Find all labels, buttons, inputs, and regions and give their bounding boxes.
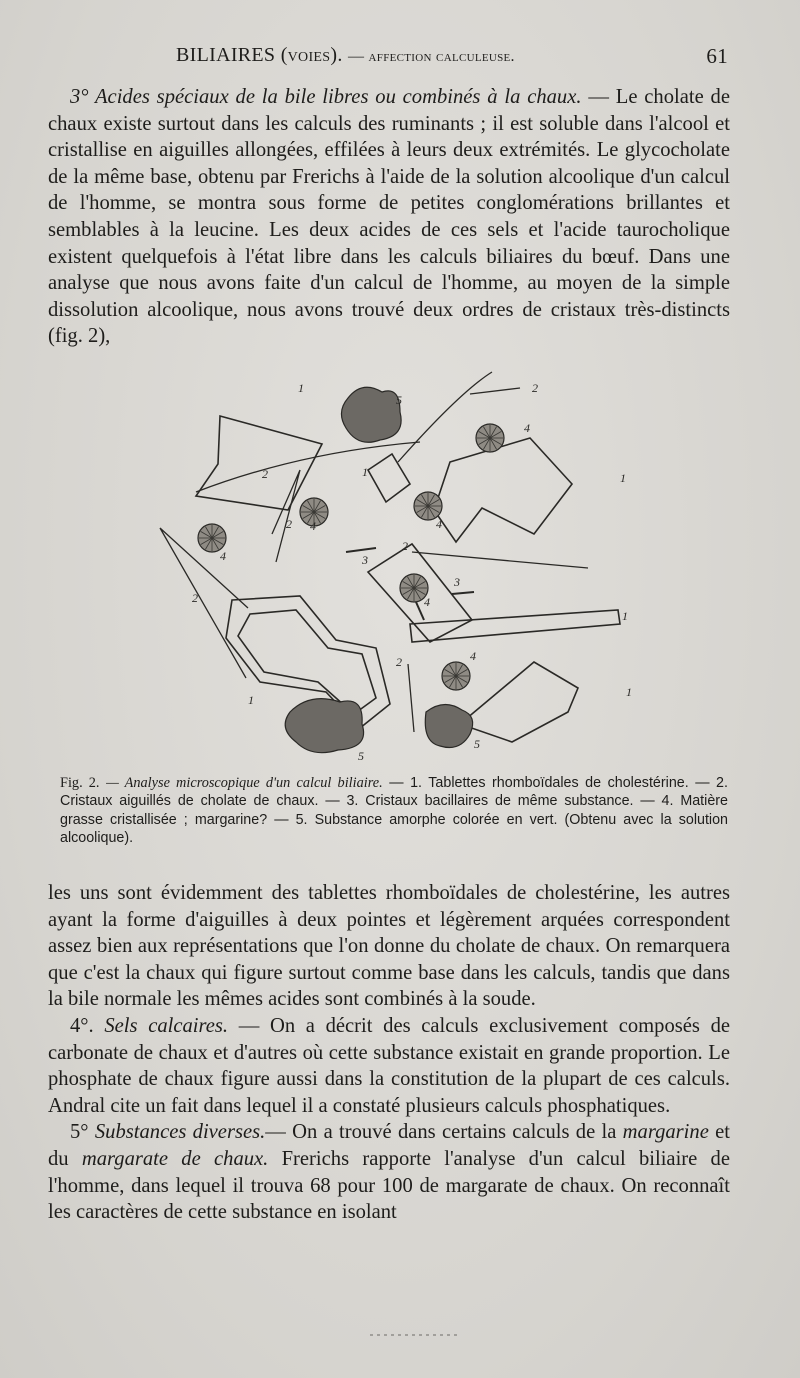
running-head-rest: — affection calculeuse. <box>347 48 515 65</box>
section-heading-sels: Sels calcaires. <box>104 1014 229 1037</box>
figure-label-15: 4 <box>524 421 530 435</box>
figure-label-10: 2 <box>192 591 198 605</box>
figure-caption <box>60 774 728 848</box>
paragraph-substances-text-1: — On a trouvé dans certains calculs de la <box>265 1121 623 1144</box>
section-heading-substances: Substances diverses. <box>94 1121 266 1144</box>
figure-illustration <box>100 352 720 772</box>
figure-label-17: 4 <box>436 517 442 531</box>
paragraph-continuation <box>48 880 730 1226</box>
paragraph-continuation-body: les uns sont évidemment des tablettes rhomboïdales de cholestérine, les autres ayant la forme d'aiguilles à deux pointes et légèrement arquées correspondent assez bien aux représentations que l'on donne du cholate de chaux. On remarquera que c'est la chaux qui figure surtout comme base dans les calculs, tandis que dans la bile normale les mêmes acides sont combinés à la soude. <box>48 882 730 1011</box>
section-number-5: 5° <box>70 1121 89 1144</box>
running-head-paren: (voies). <box>280 44 343 66</box>
figure-label-21: 5 <box>396 393 402 407</box>
cholesterin-plate-2 <box>368 454 410 502</box>
figure-label-4: 1 <box>622 609 628 623</box>
emphasis-margarine: margarine <box>622 1121 709 1144</box>
cholate-needle-7 <box>470 388 520 394</box>
paragraph-sels-body: — On a décrit des calculs exclusivement composés de carbonate de chaux et d'autres où cette substance existait en grande proportion. Le phosphate de chaux figure aussi dans la constitution de la plupart de ces calculs. Andral cite un fait dans lequel il a constaté plusieurs calculs phosphatiques. <box>48 1014 731 1117</box>
figure-label-16: 4 <box>310 519 316 533</box>
figure-label-7: 2 <box>532 381 538 395</box>
caption-title: — Analyse microscopique d'un calcul biliaire. <box>106 775 383 791</box>
running-head-main: BILIAIRES <box>176 44 276 66</box>
running-head <box>48 44 728 74</box>
section-number-4: 4°. <box>70 1014 94 1037</box>
cholesterin-plate-6 <box>410 610 620 642</box>
figure-label-22: 5 <box>358 749 364 763</box>
figure-microscopic-analysis <box>100 352 720 772</box>
figure-label-14: 3 <box>454 575 460 589</box>
cholesterin-plate-7 <box>460 662 578 742</box>
figure-label-3: 1 <box>620 471 626 485</box>
cholate-needle-5 <box>412 552 588 568</box>
cholate-needle-1 <box>196 442 420 492</box>
amorphous-mass-1 <box>341 387 401 442</box>
page-number: 61 <box>706 44 728 68</box>
bacillary-crystal-2 <box>416 602 424 620</box>
figure-label-13: 3 <box>362 553 368 567</box>
figure-label-2: 1 <box>362 465 368 479</box>
paragraph-substances-text-2: et du <box>48 1121 730 1170</box>
figure-label-20: 4 <box>470 649 476 663</box>
figure-label-1: 1 <box>298 381 304 395</box>
bacillary-crystal-1 <box>346 548 376 552</box>
emphasis-margarate: margarate de chaux. <box>81 1147 269 1170</box>
cholesterin-plate-5 <box>238 610 376 714</box>
figure-label-18: 4 <box>220 549 226 563</box>
cholate-needle-2 <box>398 372 492 462</box>
figure-label-9: 2 <box>286 517 292 531</box>
figure-label-12: 2 <box>396 655 402 669</box>
section-heading-acides: 3° Acides spéciaux de la bile libres ou combinés à la chaux. <box>70 86 582 108</box>
cholate-needle-6 <box>408 664 414 732</box>
page-smudge-mark <box>370 1332 460 1338</box>
amorphous-mass-3 <box>425 704 472 747</box>
figure-label-5: 1 <box>626 685 632 699</box>
paragraph-substances-text-3: Frerichs rapporte l'analyse d'un calcul biliaire de l'homme, dans lequel il trouva 68 pour 100 de margarate de chaux. On reconnaît les caractères de cette substance en isolant <box>48 1147 730 1224</box>
caption-body: — 1. Tablettes rhomboïdales de cholestérine. — 2. Cristaux aiguillés de cholate de chaux. — 3. Cristaux bacillaires de même substance. — 4. Matière grasse cristallisée ; margarine? — 5. Substance amorphe colorée en vert. (Obtenu avec la solution alcoolique). <box>60 775 728 847</box>
bacillary-crystal-3 <box>452 592 474 594</box>
caption-lead: Fig. 2. <box>60 775 100 791</box>
paragraph-acides <box>48 84 730 350</box>
paragraph-sels-calcaires <box>48 1013 730 1119</box>
cholate-needle-3 <box>272 470 300 562</box>
paragraph-acides-body: — Le cholate de chaux existe surtout dans les calculs des ruminants ; il est soluble dans l'alcool et cristallise en aiguilles allongées, effilées à leurs deux extrémités. Le glycocholate de la même base, obtenu par Frerichs à l'aide de la solution alcoolique d'un calcul de l'homme, se montra sous forme de petites conglomérations brillantes et semblables à la leucine. Les deux acides de ces sels et l'acide taurocholique existent quelquefois à l'état libre dans les calculs biliaires du bœuf. Dans une analyse que nous avons faite d'un calcul de l'homme, au moyen de la simple dissolution alcoolique, nous avons trouvé deux ordres de cristaux très-distincts (fig. 2), <box>48 86 730 348</box>
paragraph-substances-diverses <box>48 1119 730 1225</box>
figure-label-23: 5 <box>474 737 480 751</box>
cholesterin-plate-3 <box>434 438 572 542</box>
figure-label-8: 2 <box>262 467 268 481</box>
cholesterin-plate-1 <box>196 416 322 510</box>
cholate-needle-4 <box>160 528 248 678</box>
figure-label-6: 1 <box>248 693 254 707</box>
figure-label-19: 4 <box>424 595 430 609</box>
figure-label-11: 2 <box>402 539 408 553</box>
amorphous-mass-2 <box>285 699 363 753</box>
running-head-title <box>176 44 515 67</box>
